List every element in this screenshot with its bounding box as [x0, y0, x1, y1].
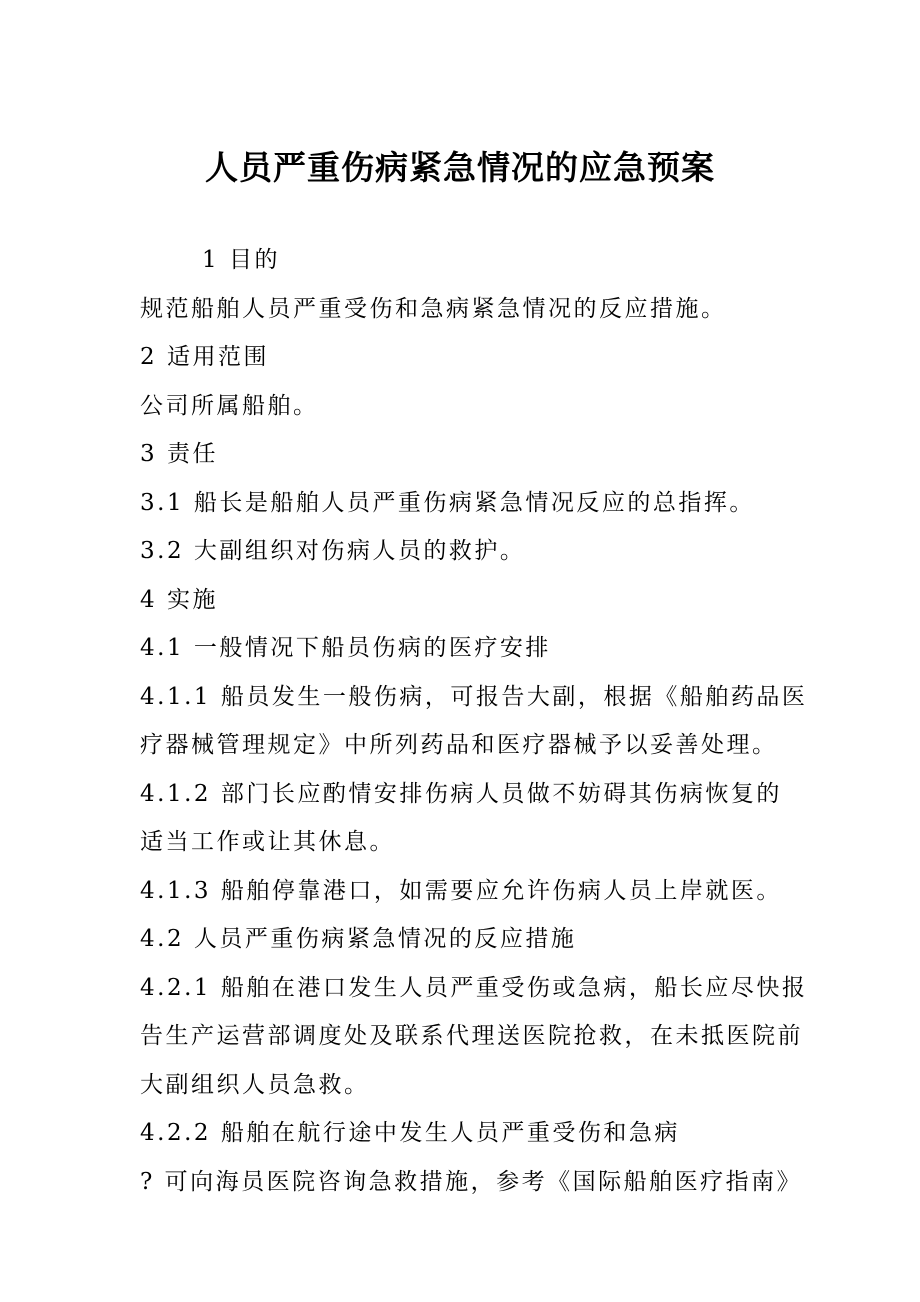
document-body — [140, 236, 808, 1206]
section-heading-scope: 2 适用范围 — [140, 344, 269, 370]
subsection-heading: 4.2 人员严重伤病紧急情况的反应措施 — [140, 926, 577, 952]
paragraph-line: 4.1.1 船员发生一般伤病，可报告大副，根据《船舶药品医 — [140, 683, 808, 710]
paragraph-line: 3.1 船长是船舶人员严重伤病紧急情况反应的总指挥。 — [140, 489, 755, 516]
paragraph-line: 公司所属船舶。 — [140, 392, 319, 419]
paragraph-line: 适当工作或让其休息。 — [140, 829, 395, 855]
paragraph-line: 4.2.2 船舶在航行途中发生人员严重受伤和急病 — [140, 1120, 680, 1146]
paragraph-line: 4.1.2 部门长应酌情安排伤病人员做不妨碍其伤病恢复的 — [140, 780, 782, 807]
paragraph-line: 大副组织人员急救。 — [140, 1071, 370, 1098]
section-heading-purpose: 1 目的 — [202, 247, 280, 273]
subsection-heading: 4.1 一般情况下船员伤病的医疗安排 — [140, 635, 551, 661]
section-heading-implementation: 4 实施 — [140, 586, 218, 613]
document-title: 人员严重伤病紧急情况的应急预案 — [205, 148, 715, 187]
paragraph-line: 疗器械管理规定》中所列药品和医疗器械予以妥善处理。 — [140, 732, 778, 758]
paragraph-line: ? 可向海员医院咨询急救措施，参考《国际船舶医疗指南》 — [140, 1168, 803, 1195]
paragraph-line: 3.2 大副组织对伤病人员的救护。 — [140, 538, 526, 564]
paragraph-line: 4.2.1 船舶在港口发生人员严重受伤或急病，船长应尽快报 — [140, 974, 808, 1001]
paragraph-line: 告生产运营部调度处及联系代理送医院抢救，在未抵医院前 — [140, 1023, 803, 1049]
section-heading-responsibility: 3 责任 — [140, 441, 218, 467]
paragraph-line: 4.1.3 船舶停靠港口，如需要应允许伤病人员上岸就医。 — [140, 877, 782, 904]
paragraph-line: 规范船舶人员严重受伤和急病紧急情况的反应措施。 — [140, 295, 727, 322]
